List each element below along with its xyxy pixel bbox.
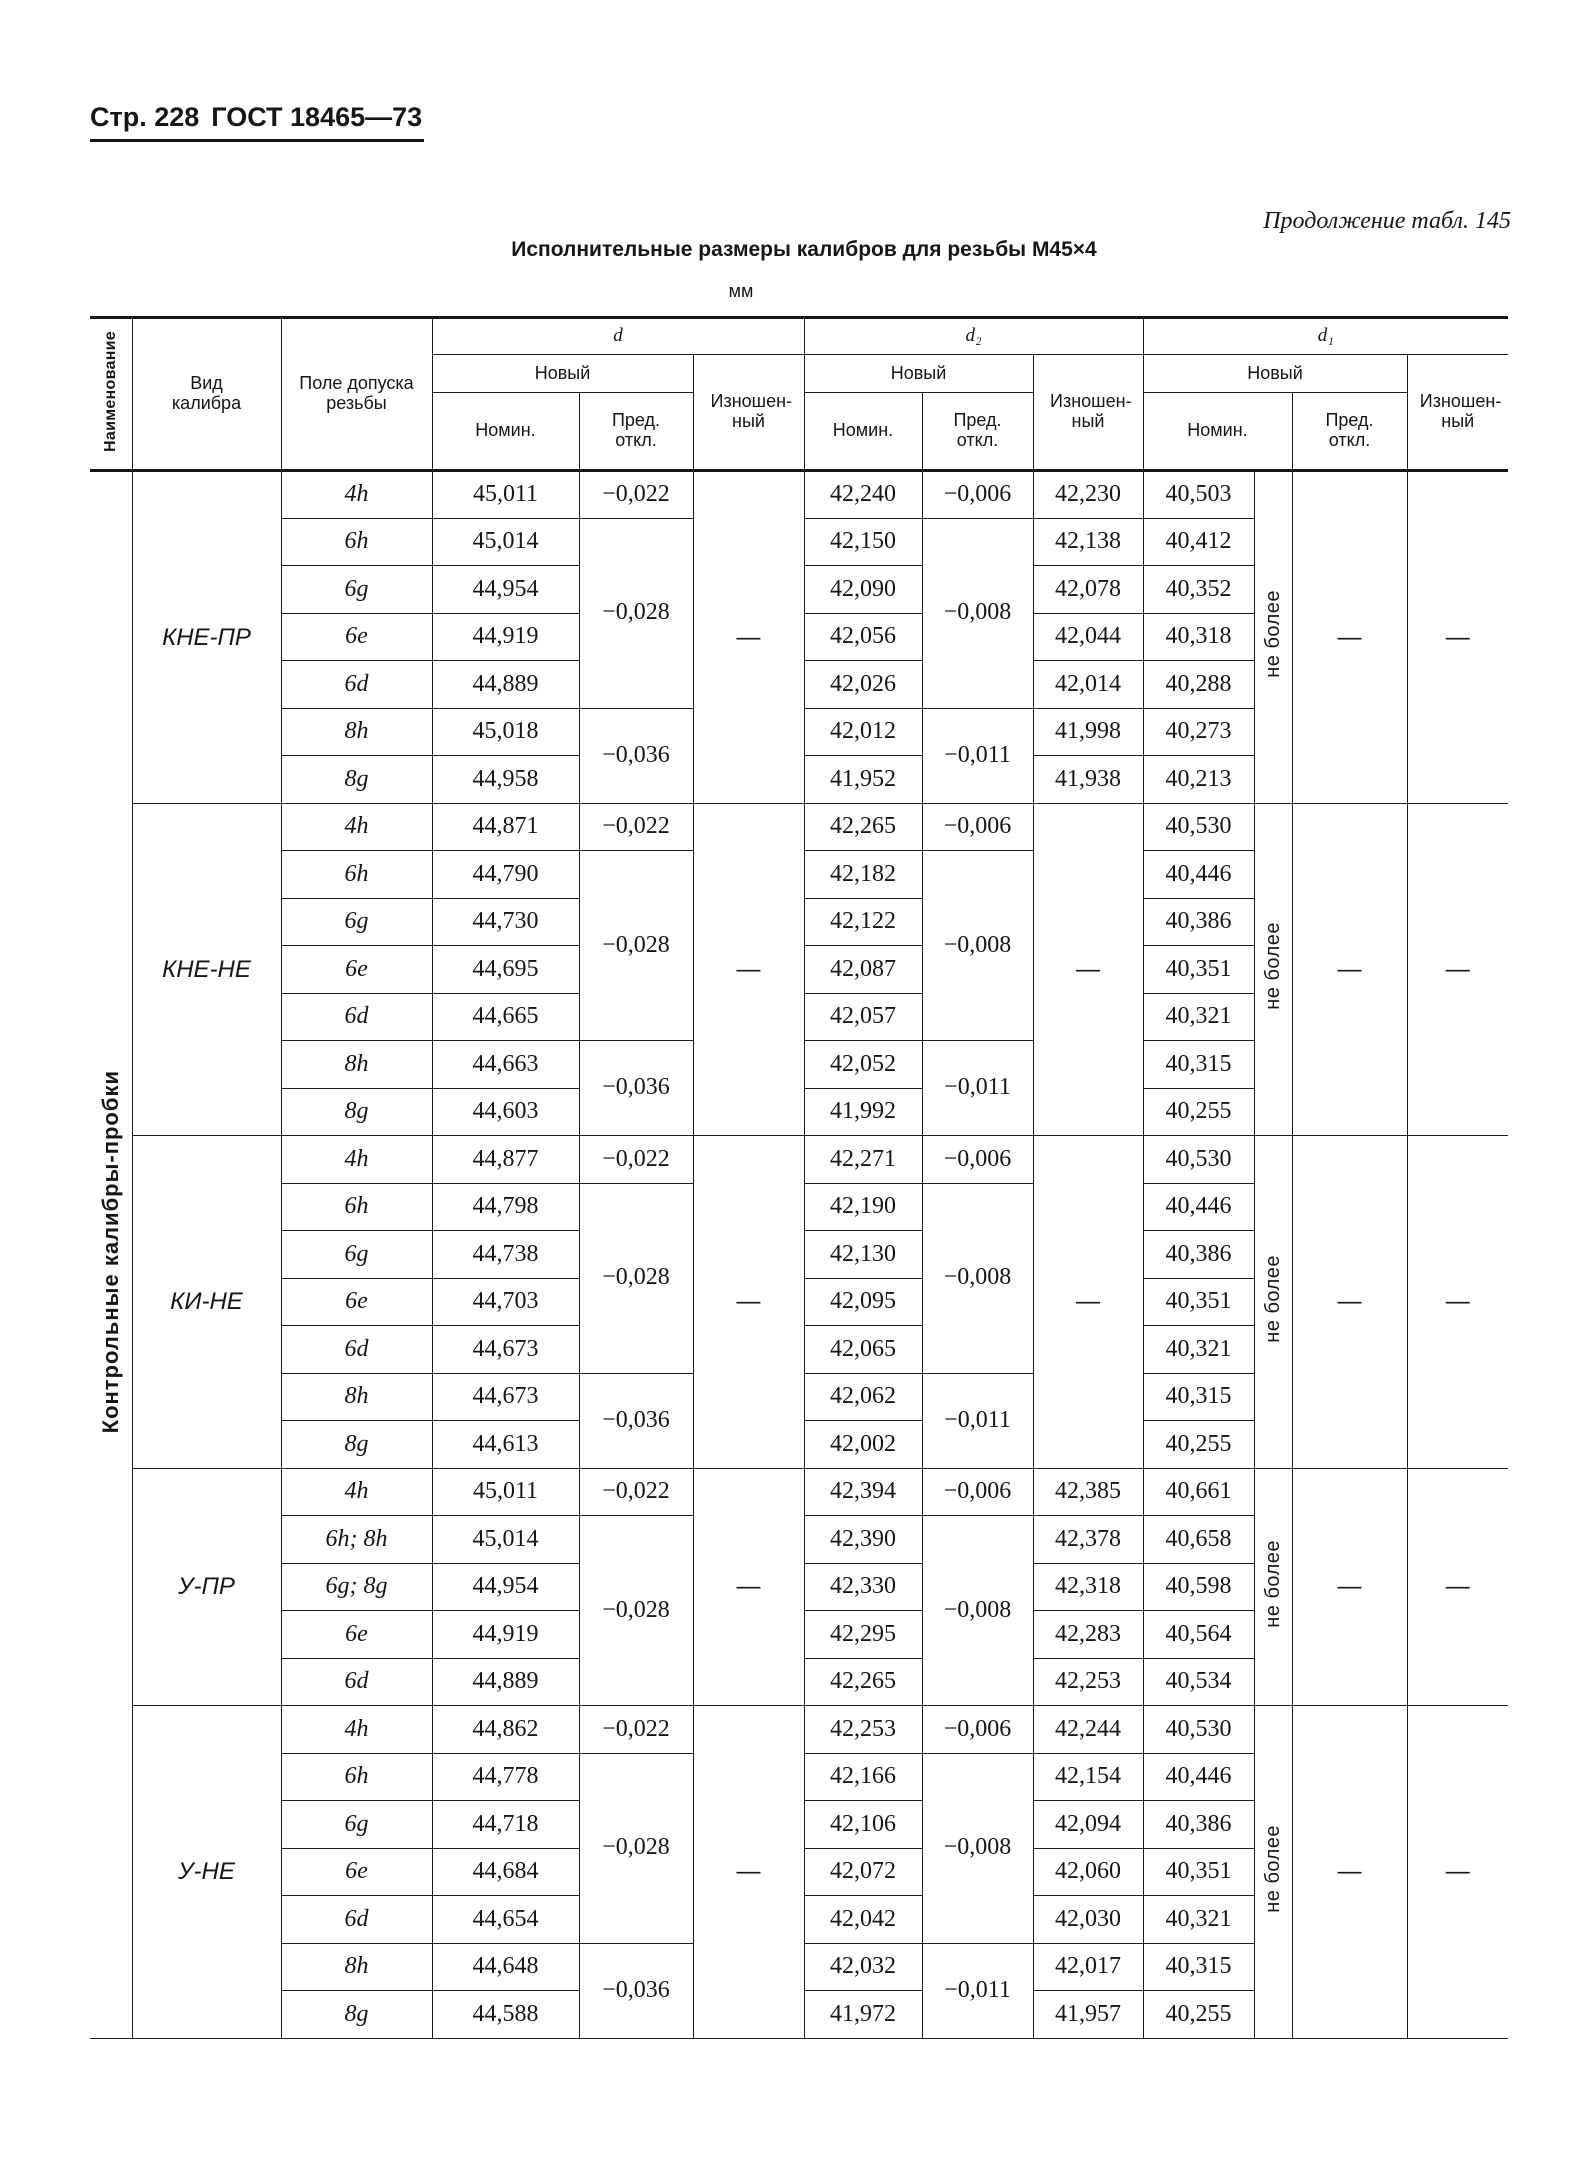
d2-worn: 42,230	[1033, 471, 1143, 519]
tolerance-field: 6d	[281, 1896, 432, 1944]
d2-deviation: −0,011	[922, 708, 1033, 803]
d2-nominal: 42,394	[804, 1468, 922, 1516]
d2-deviation: −0,006	[922, 1468, 1033, 1516]
d-deviation: −0,028	[579, 851, 693, 1041]
d2-worn: 42,385	[1033, 1468, 1143, 1516]
tolerance-field: 6g; 8g	[281, 1563, 432, 1611]
subheader-new-d2: Новый	[804, 355, 1033, 393]
d2-deviation: −0,011	[922, 1373, 1033, 1468]
d-nominal: 44,673	[432, 1373, 579, 1421]
d2-worn: 42,138	[1033, 518, 1143, 566]
d2-deviation: −0,008	[922, 518, 1033, 708]
d-deviation: −0,028	[579, 1516, 693, 1706]
d2-nominal: 42,062	[804, 1373, 922, 1421]
d2-nominal: 41,952	[804, 756, 922, 804]
d1-nominal: 40,255	[1143, 1088, 1254, 1136]
tolerance-field: 4h	[281, 471, 432, 519]
d-nominal: 44,738	[432, 1231, 579, 1279]
d-nominal: 45,014	[432, 1516, 579, 1564]
d-deviation: −0,028	[579, 1753, 693, 1943]
d1-limit-note: не более	[1261, 590, 1284, 679]
d1-nominal: 40,273	[1143, 708, 1254, 756]
gauge-dimensions-table	[90, 316, 1508, 2039]
table-body	[90, 471, 1508, 2039]
d1-limit-note: не более	[1261, 1539, 1284, 1628]
d2-worn: 42,318	[1033, 1563, 1143, 1611]
d2-nominal: 42,271	[804, 1136, 922, 1184]
tolerance-field: 8h	[281, 708, 432, 756]
tolerance-field: 6h; 8h	[281, 1516, 432, 1564]
d-nominal: 44,663	[432, 1041, 579, 1089]
d-nominal: 44,889	[432, 661, 579, 709]
d1-deviation: —	[1292, 803, 1407, 1136]
d2-nominal: 42,330	[804, 1563, 922, 1611]
d1-nominal: 40,351	[1143, 1278, 1254, 1326]
tolerance-field: 8g	[281, 1421, 432, 1469]
d2-worn: 42,283	[1033, 1611, 1143, 1659]
d2-worn: —	[1033, 803, 1143, 1136]
tolerance-field: 6d	[281, 1658, 432, 1706]
d-worn: —	[693, 1706, 804, 2039]
table-row	[90, 1706, 1508, 1754]
d-deviation: −0,022	[579, 471, 693, 519]
d2-nominal: 42,032	[804, 1943, 922, 1991]
subheader-deviation-d	[579, 393, 693, 471]
category-label-cell	[90, 471, 132, 2039]
page-number: Стр. 228	[90, 102, 200, 132]
d-nominal: 44,877	[432, 1136, 579, 1184]
d1-nominal: 40,661	[1143, 1468, 1254, 1516]
d1-limit-note-cell	[1254, 1706, 1292, 2039]
d1-nominal: 40,352	[1143, 566, 1254, 614]
d1-nominal: 40,318	[1143, 613, 1254, 661]
column-header-name-text: Наименование	[101, 331, 119, 453]
d-nominal: 44,958	[432, 756, 579, 804]
d1-nominal: 40,315	[1143, 1943, 1254, 1991]
d2-deviation: −0,008	[922, 1753, 1033, 1943]
d2-deviation: −0,008	[922, 1516, 1033, 1706]
d1-deviation: —	[1292, 1706, 1407, 2039]
d1-nominal: 40,658	[1143, 1516, 1254, 1564]
d-nominal: 44,673	[432, 1326, 579, 1374]
d1-nominal: 40,255	[1143, 1991, 1254, 2039]
subheader-nominal-d: Номин.	[432, 393, 579, 471]
column-header-tolerance-field	[281, 318, 432, 471]
d2-worn: 41,957	[1033, 1991, 1143, 2039]
tolerance-field: 6g	[281, 566, 432, 614]
document-number: ГОСТ 18465—73	[211, 102, 423, 132]
d2-worn: 41,938	[1033, 756, 1143, 804]
d-worn: —	[693, 1136, 804, 1469]
d1-nominal: 40,530	[1143, 803, 1254, 851]
d1-nominal: 40,530	[1143, 1706, 1254, 1754]
gauge-type: У-ПР	[132, 1468, 281, 1706]
tolerance-field: 8g	[281, 756, 432, 804]
d1-worn: —	[1407, 1468, 1508, 1706]
d-nominal: 44,954	[432, 566, 579, 614]
tolerance-field: 4h	[281, 1706, 432, 1754]
category-label: Контрольные калибры-пробки	[98, 1069, 124, 1434]
d1-nominal: 40,446	[1143, 1183, 1254, 1231]
subheader-new-d1: Новый	[1143, 355, 1407, 393]
column-header-d1: d₁	[1143, 318, 1508, 355]
table-title: Исполнительные размеры калибров для резьбы М45×4	[511, 238, 1097, 261]
d-nominal: 44,862	[432, 1706, 579, 1754]
subheader-worn-d2-text: Изношенный	[1050, 391, 1132, 431]
d2-deviation: −0,008	[922, 1183, 1033, 1373]
tolerance-field: 6e	[281, 1611, 432, 1659]
d2-nominal: 42,057	[804, 993, 922, 1041]
d2-nominal: 42,240	[804, 471, 922, 519]
tolerance-field: 8h	[281, 1943, 432, 1991]
d-nominal: 44,798	[432, 1183, 579, 1231]
d2-nominal: 42,265	[804, 803, 922, 851]
d-worn: —	[693, 471, 804, 804]
d-worn: —	[693, 803, 804, 1136]
subheader-worn-d1	[1407, 355, 1508, 471]
subheader-new-d: Новый	[432, 355, 693, 393]
gauge-type: У-НЕ	[132, 1706, 281, 2039]
table-row	[90, 1136, 1508, 1184]
d2-nominal: 42,130	[804, 1231, 922, 1279]
d-deviation: −0,036	[579, 1943, 693, 2038]
subheader-worn-d1-text: Изношенный	[1419, 391, 1502, 431]
column-header-tolerance-field-text: Поле допуска резьбы	[299, 373, 414, 413]
subheader-worn-d	[693, 355, 804, 471]
d1-deviation: —	[1292, 1468, 1407, 1706]
tolerance-field: 8g	[281, 1991, 432, 2039]
d1-nominal: 40,351	[1143, 946, 1254, 994]
d2-nominal: 42,002	[804, 1421, 922, 1469]
d-deviation: −0,022	[579, 803, 693, 851]
d1-nominal: 40,255	[1143, 1421, 1254, 1469]
d2-worn: 42,378	[1033, 1516, 1143, 1564]
subheader-worn-d-text: Изношенный	[710, 391, 793, 431]
d2-nominal: 42,253	[804, 1706, 922, 1754]
d2-worn: —	[1033, 1136, 1143, 1469]
d2-worn: 42,078	[1033, 566, 1143, 614]
d-deviation: −0,022	[579, 1468, 693, 1516]
d1-nominal: 40,446	[1143, 851, 1254, 899]
d-nominal: 44,778	[432, 1753, 579, 1801]
d1-limit-note: не более	[1261, 1824, 1284, 1913]
tolerance-field: 4h	[281, 1136, 432, 1184]
d2-worn: 42,060	[1033, 1848, 1143, 1896]
d2-nominal: 42,190	[804, 1183, 922, 1231]
tolerance-field: 4h	[281, 803, 432, 851]
d1-nominal: 40,351	[1143, 1848, 1254, 1896]
subheader-deviation-d2	[922, 393, 1033, 471]
d2-worn: 42,017	[1033, 1943, 1143, 1991]
tolerance-field: 8h	[281, 1041, 432, 1089]
tolerance-field: 8g	[281, 1088, 432, 1136]
d2-nominal: 42,295	[804, 1611, 922, 1659]
d1-nominal: 40,534	[1143, 1658, 1254, 1706]
d1-nominal: 40,446	[1143, 1753, 1254, 1801]
column-header-d: d	[432, 318, 804, 355]
d-nominal: 44,871	[432, 803, 579, 851]
d2-nominal: 42,265	[804, 1658, 922, 1706]
d2-worn: 42,253	[1033, 1658, 1143, 1706]
d2-worn: 42,014	[1033, 661, 1143, 709]
d1-nominal: 40,564	[1143, 1611, 1254, 1659]
d-nominal: 44,730	[432, 898, 579, 946]
d2-nominal: 42,390	[804, 1516, 922, 1564]
d-nominal: 44,695	[432, 946, 579, 994]
d2-nominal: 42,150	[804, 518, 922, 566]
subheader-nominal-d1: Номин.	[1143, 393, 1292, 471]
d1-nominal: 40,386	[1143, 1231, 1254, 1279]
d1-worn: —	[1407, 803, 1508, 1136]
d-deviation: −0,036	[579, 1373, 693, 1468]
tolerance-field: 6g	[281, 1231, 432, 1279]
d1-nominal: 40,213	[1143, 756, 1254, 804]
d2-deviation: −0,008	[922, 851, 1033, 1041]
column-header-name	[90, 318, 132, 471]
column-header-gauge-type-text: Вид калибра	[171, 373, 242, 413]
d1-nominal: 40,412	[1143, 518, 1254, 566]
gauge-type: КНЕ-НЕ	[132, 803, 281, 1136]
d2-nominal: 42,012	[804, 708, 922, 756]
d-nominal: 44,919	[432, 613, 579, 661]
d2-worn: 42,030	[1033, 1896, 1143, 1944]
d2-deviation: −0,006	[922, 1136, 1033, 1184]
d1-nominal: 40,315	[1143, 1373, 1254, 1421]
column-header-gauge-type	[132, 318, 281, 471]
tolerance-field: 6d	[281, 661, 432, 709]
subheader-deviation-d-text: Пред. откл.	[611, 410, 661, 450]
tolerance-field: 6e	[281, 1278, 432, 1326]
d1-worn: —	[1407, 471, 1508, 804]
d2-nominal: 42,095	[804, 1278, 922, 1326]
tolerance-field: 6e	[281, 1848, 432, 1896]
d2-nominal: 42,026	[804, 661, 922, 709]
d1-nominal: 40,321	[1143, 1326, 1254, 1374]
d-deviation: −0,022	[579, 1706, 693, 1754]
d2-nominal: 42,106	[804, 1801, 922, 1849]
table-header	[90, 318, 1508, 471]
d1-worn: —	[1407, 1136, 1508, 1469]
tolerance-field: 6h	[281, 518, 432, 566]
d2-nominal: 42,072	[804, 1848, 922, 1896]
column-header-d2: d₂	[804, 318, 1143, 355]
d2-deviation: −0,006	[922, 803, 1033, 851]
d-worn: —	[693, 1468, 804, 1706]
d-nominal: 44,654	[432, 1896, 579, 1944]
d-nominal: 44,919	[432, 1611, 579, 1659]
d2-worn: 42,094	[1033, 1801, 1143, 1849]
tolerance-field: 6h	[281, 1753, 432, 1801]
d-nominal: 45,011	[432, 1468, 579, 1516]
d-deviation: −0,022	[579, 1136, 693, 1184]
tolerance-field: 6e	[281, 946, 432, 994]
d-nominal: 45,014	[432, 518, 579, 566]
subheader-nominal-d2: Номин.	[804, 393, 922, 471]
d-nominal: 44,665	[432, 993, 579, 1041]
d-nominal: 44,889	[432, 1658, 579, 1706]
d-nominal: 44,954	[432, 1563, 579, 1611]
tolerance-field: 4h	[281, 1468, 432, 1516]
tolerance-field: 6g	[281, 1801, 432, 1849]
d1-nominal: 40,386	[1143, 1801, 1254, 1849]
d1-nominal: 40,598	[1143, 1563, 1254, 1611]
tolerance-field: 6d	[281, 1326, 432, 1374]
d2-worn: 42,154	[1033, 1753, 1143, 1801]
table-continuation-label: Продолжение табл. 145	[1263, 208, 1511, 234]
subheader-deviation-d2-text: Пред. откл.	[953, 410, 1002, 450]
units-label: мм	[728, 281, 754, 301]
d-deviation: −0,028	[579, 518, 693, 708]
d-nominal: 44,718	[432, 1801, 579, 1849]
d-nominal: 44,648	[432, 1943, 579, 1991]
d1-limit-note-cell	[1254, 803, 1292, 1136]
d2-nominal: 42,052	[804, 1041, 922, 1089]
d1-limit-note-cell	[1254, 471, 1292, 804]
d2-deviation: −0,006	[922, 1706, 1033, 1754]
d-deviation: −0,036	[579, 1041, 693, 1136]
subheader-worn-d2	[1033, 355, 1143, 471]
tolerance-field: 6h	[281, 851, 432, 899]
d-deviation: −0,028	[579, 1183, 693, 1373]
d2-worn: 42,044	[1033, 613, 1143, 661]
subheader-deviation-d1	[1292, 393, 1407, 471]
tolerance-field: 6g	[281, 898, 432, 946]
d1-nominal: 40,321	[1143, 1896, 1254, 1944]
d2-nominal: 42,042	[804, 1896, 922, 1944]
d1-limit-note-cell	[1254, 1468, 1292, 1706]
d2-nominal: 41,992	[804, 1088, 922, 1136]
d2-nominal: 42,090	[804, 566, 922, 614]
d2-nominal: 42,182	[804, 851, 922, 899]
d-nominal: 44,790	[432, 851, 579, 899]
table-row	[90, 471, 1508, 519]
d2-nominal: 42,166	[804, 1753, 922, 1801]
tolerance-field: 6d	[281, 993, 432, 1041]
d-nominal: 45,011	[432, 471, 579, 519]
d1-nominal: 40,386	[1143, 898, 1254, 946]
d1-deviation: —	[1292, 471, 1407, 804]
d-nominal: 44,588	[432, 1991, 579, 2039]
d-nominal: 45,018	[432, 708, 579, 756]
d1-nominal: 40,315	[1143, 1041, 1254, 1089]
d2-nominal: 42,065	[804, 1326, 922, 1374]
table-row	[90, 1468, 1508, 1516]
d-nominal: 44,703	[432, 1278, 579, 1326]
page-header	[90, 102, 424, 142]
d1-limit-note: не более	[1261, 922, 1284, 1011]
subheader-deviation-d1-text: Пред. откл.	[1325, 410, 1374, 450]
d2-deviation: −0,006	[922, 471, 1033, 519]
d2-nominal: 41,972	[804, 1991, 922, 2039]
d-deviation: −0,036	[579, 708, 693, 803]
d1-limit-note: не более	[1261, 1254, 1284, 1343]
d-nominal: 44,613	[432, 1421, 579, 1469]
tolerance-field: 6e	[281, 613, 432, 661]
tolerance-field: 6h	[281, 1183, 432, 1231]
d1-nominal: 40,530	[1143, 1136, 1254, 1184]
gauge-type: КИ-НЕ	[132, 1136, 281, 1469]
d2-deviation: −0,011	[922, 1943, 1033, 2038]
tolerance-field: 8h	[281, 1373, 432, 1421]
d-nominal: 44,684	[432, 1848, 579, 1896]
d1-nominal: 40,288	[1143, 661, 1254, 709]
d-nominal: 44,603	[432, 1088, 579, 1136]
d1-nominal: 40,321	[1143, 993, 1254, 1041]
d2-nominal: 42,122	[804, 898, 922, 946]
d2-worn: 41,998	[1033, 708, 1143, 756]
table-row	[90, 803, 1508, 851]
d1-nominal: 40,503	[1143, 471, 1254, 519]
d2-worn: 42,244	[1033, 1706, 1143, 1754]
d2-deviation: −0,011	[922, 1041, 1033, 1136]
gauge-type: КНЕ-ПР	[132, 471, 281, 804]
d2-nominal: 42,087	[804, 946, 922, 994]
d1-worn: —	[1407, 1706, 1508, 2039]
d2-nominal: 42,056	[804, 613, 922, 661]
d1-limit-note-cell	[1254, 1136, 1292, 1469]
d1-deviation: —	[1292, 1136, 1407, 1469]
